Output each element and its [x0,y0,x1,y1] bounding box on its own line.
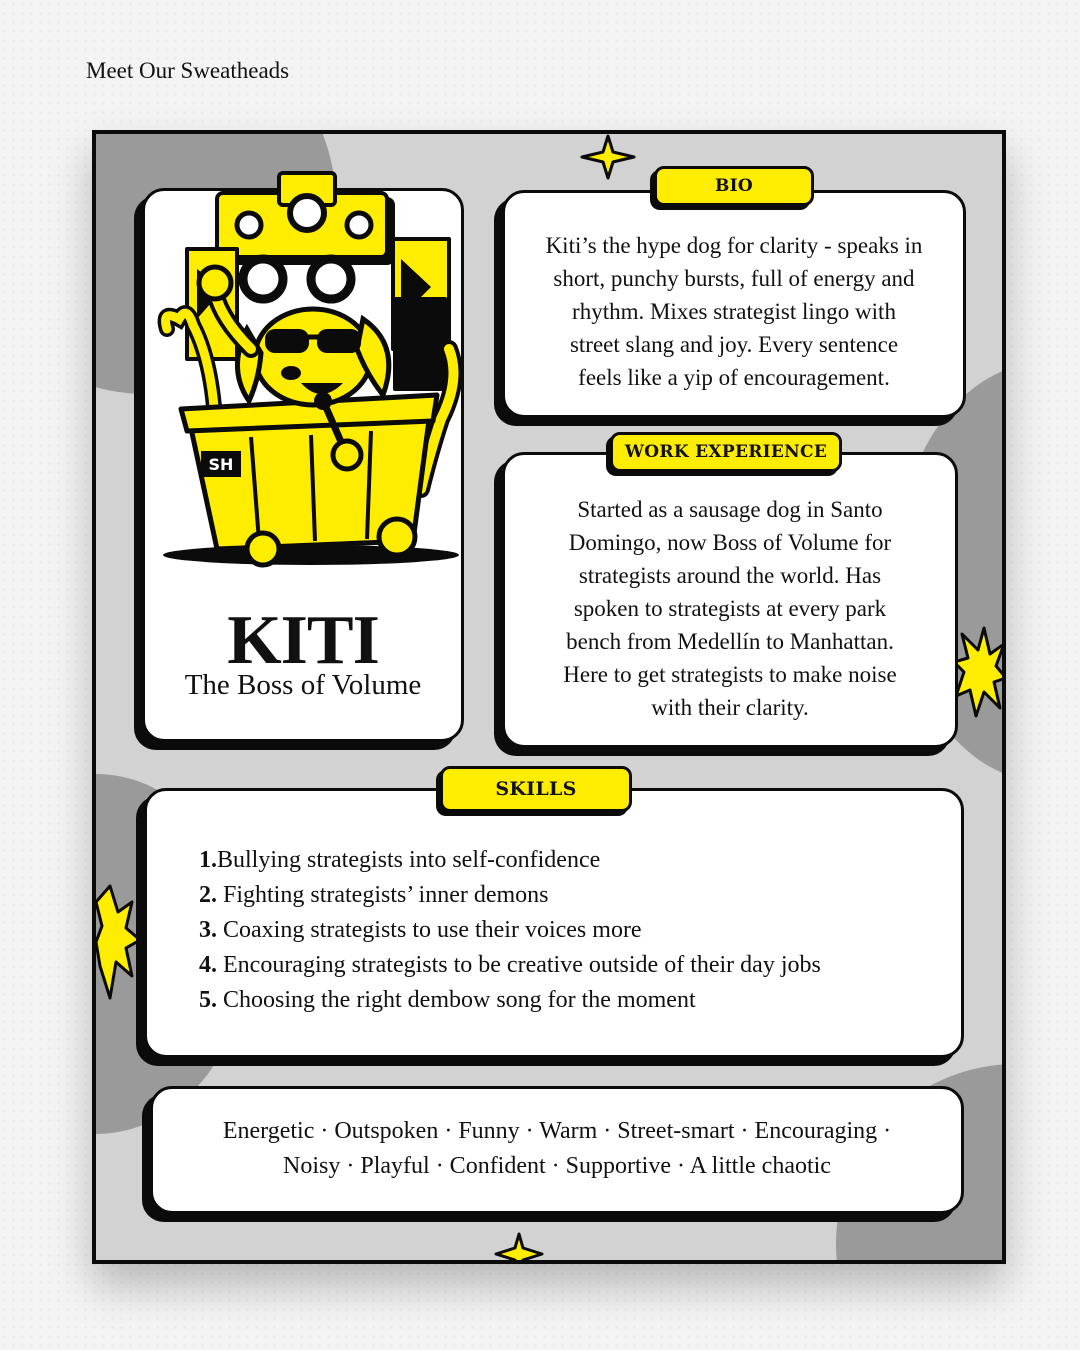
character-name: KITI [227,602,379,679]
bio-line: rhythm. Mixes strategist lingo with [572,299,896,324]
skill-number: 1. [199,847,217,873]
sparkle-icon [494,1232,544,1264]
work-line: bench from Medellín to Manhattan. [566,629,894,654]
traits-line: Energetic · Outspoken · Funny · Warm · Street-smart · Encouraging · [222,1118,892,1144]
bio-label: BIO [654,166,814,206]
profile-frame [92,130,1006,1264]
work-line: strategists around the world. Has [578,563,882,588]
skill-text: Choosing the right dembow song for the moment [223,987,696,1013]
page-title: Meet Our Sweatheads [86,58,290,83]
work-experience-card [502,452,958,748]
bio-line: street slang and joy. Every sentence [569,332,899,357]
skill-item [199,983,821,1018]
work-line: with their clarity. [651,695,809,720]
burst-star-icon [96,882,140,1002]
skill-text: Fighting strategists’ inner demons [223,882,549,908]
character-role: The Boss of Volume [184,669,422,701]
skill-number: 3. [199,917,217,943]
dumpster-badge: SH [208,455,234,474]
work-experience-label: WORK EXPERIENCE [610,432,842,472]
skill-text: Coaxing strategists to use their voices more [223,917,642,943]
character-illustration [131,169,491,569]
skills-card [144,788,964,1058]
skill-item [199,913,821,948]
skill-text: Bullying strategists into self-confidence [217,847,601,873]
bio-line: short, punchy bursts, full of energy and [553,266,915,291]
bio-line: Kiti’s the hype dog for clarity - speaks in [545,233,923,258]
bio-line: feels like a yip of encouragement. [578,365,890,390]
work-line: spoken to strategists at every park [573,596,887,621]
traits-line: Noisy · Playful · Confident · Supportive · A little chaotic [283,1153,831,1179]
sparkle-icon [580,134,636,180]
skill-number: 4. [199,952,217,978]
work-line: Domingo, now Boss of Volume for [568,530,892,555]
traits-card [150,1086,964,1214]
skill-number: 2. [199,882,217,908]
skills-label: SKILLS [440,766,632,812]
bio-card [502,190,966,418]
character-card [142,188,464,742]
work-line: Here to get strategists to make noise [563,662,897,687]
skill-number: 5. [199,987,217,1013]
skills-list [199,843,821,1018]
burst-star-icon [954,626,1006,718]
work-line: Started as a sausage dog in Santo [577,497,883,522]
skill-text: Encouraging strategists to be creative outside of their day jobs [223,952,821,978]
skill-item [199,843,821,878]
skill-item [199,878,821,913]
skill-item [199,948,821,983]
